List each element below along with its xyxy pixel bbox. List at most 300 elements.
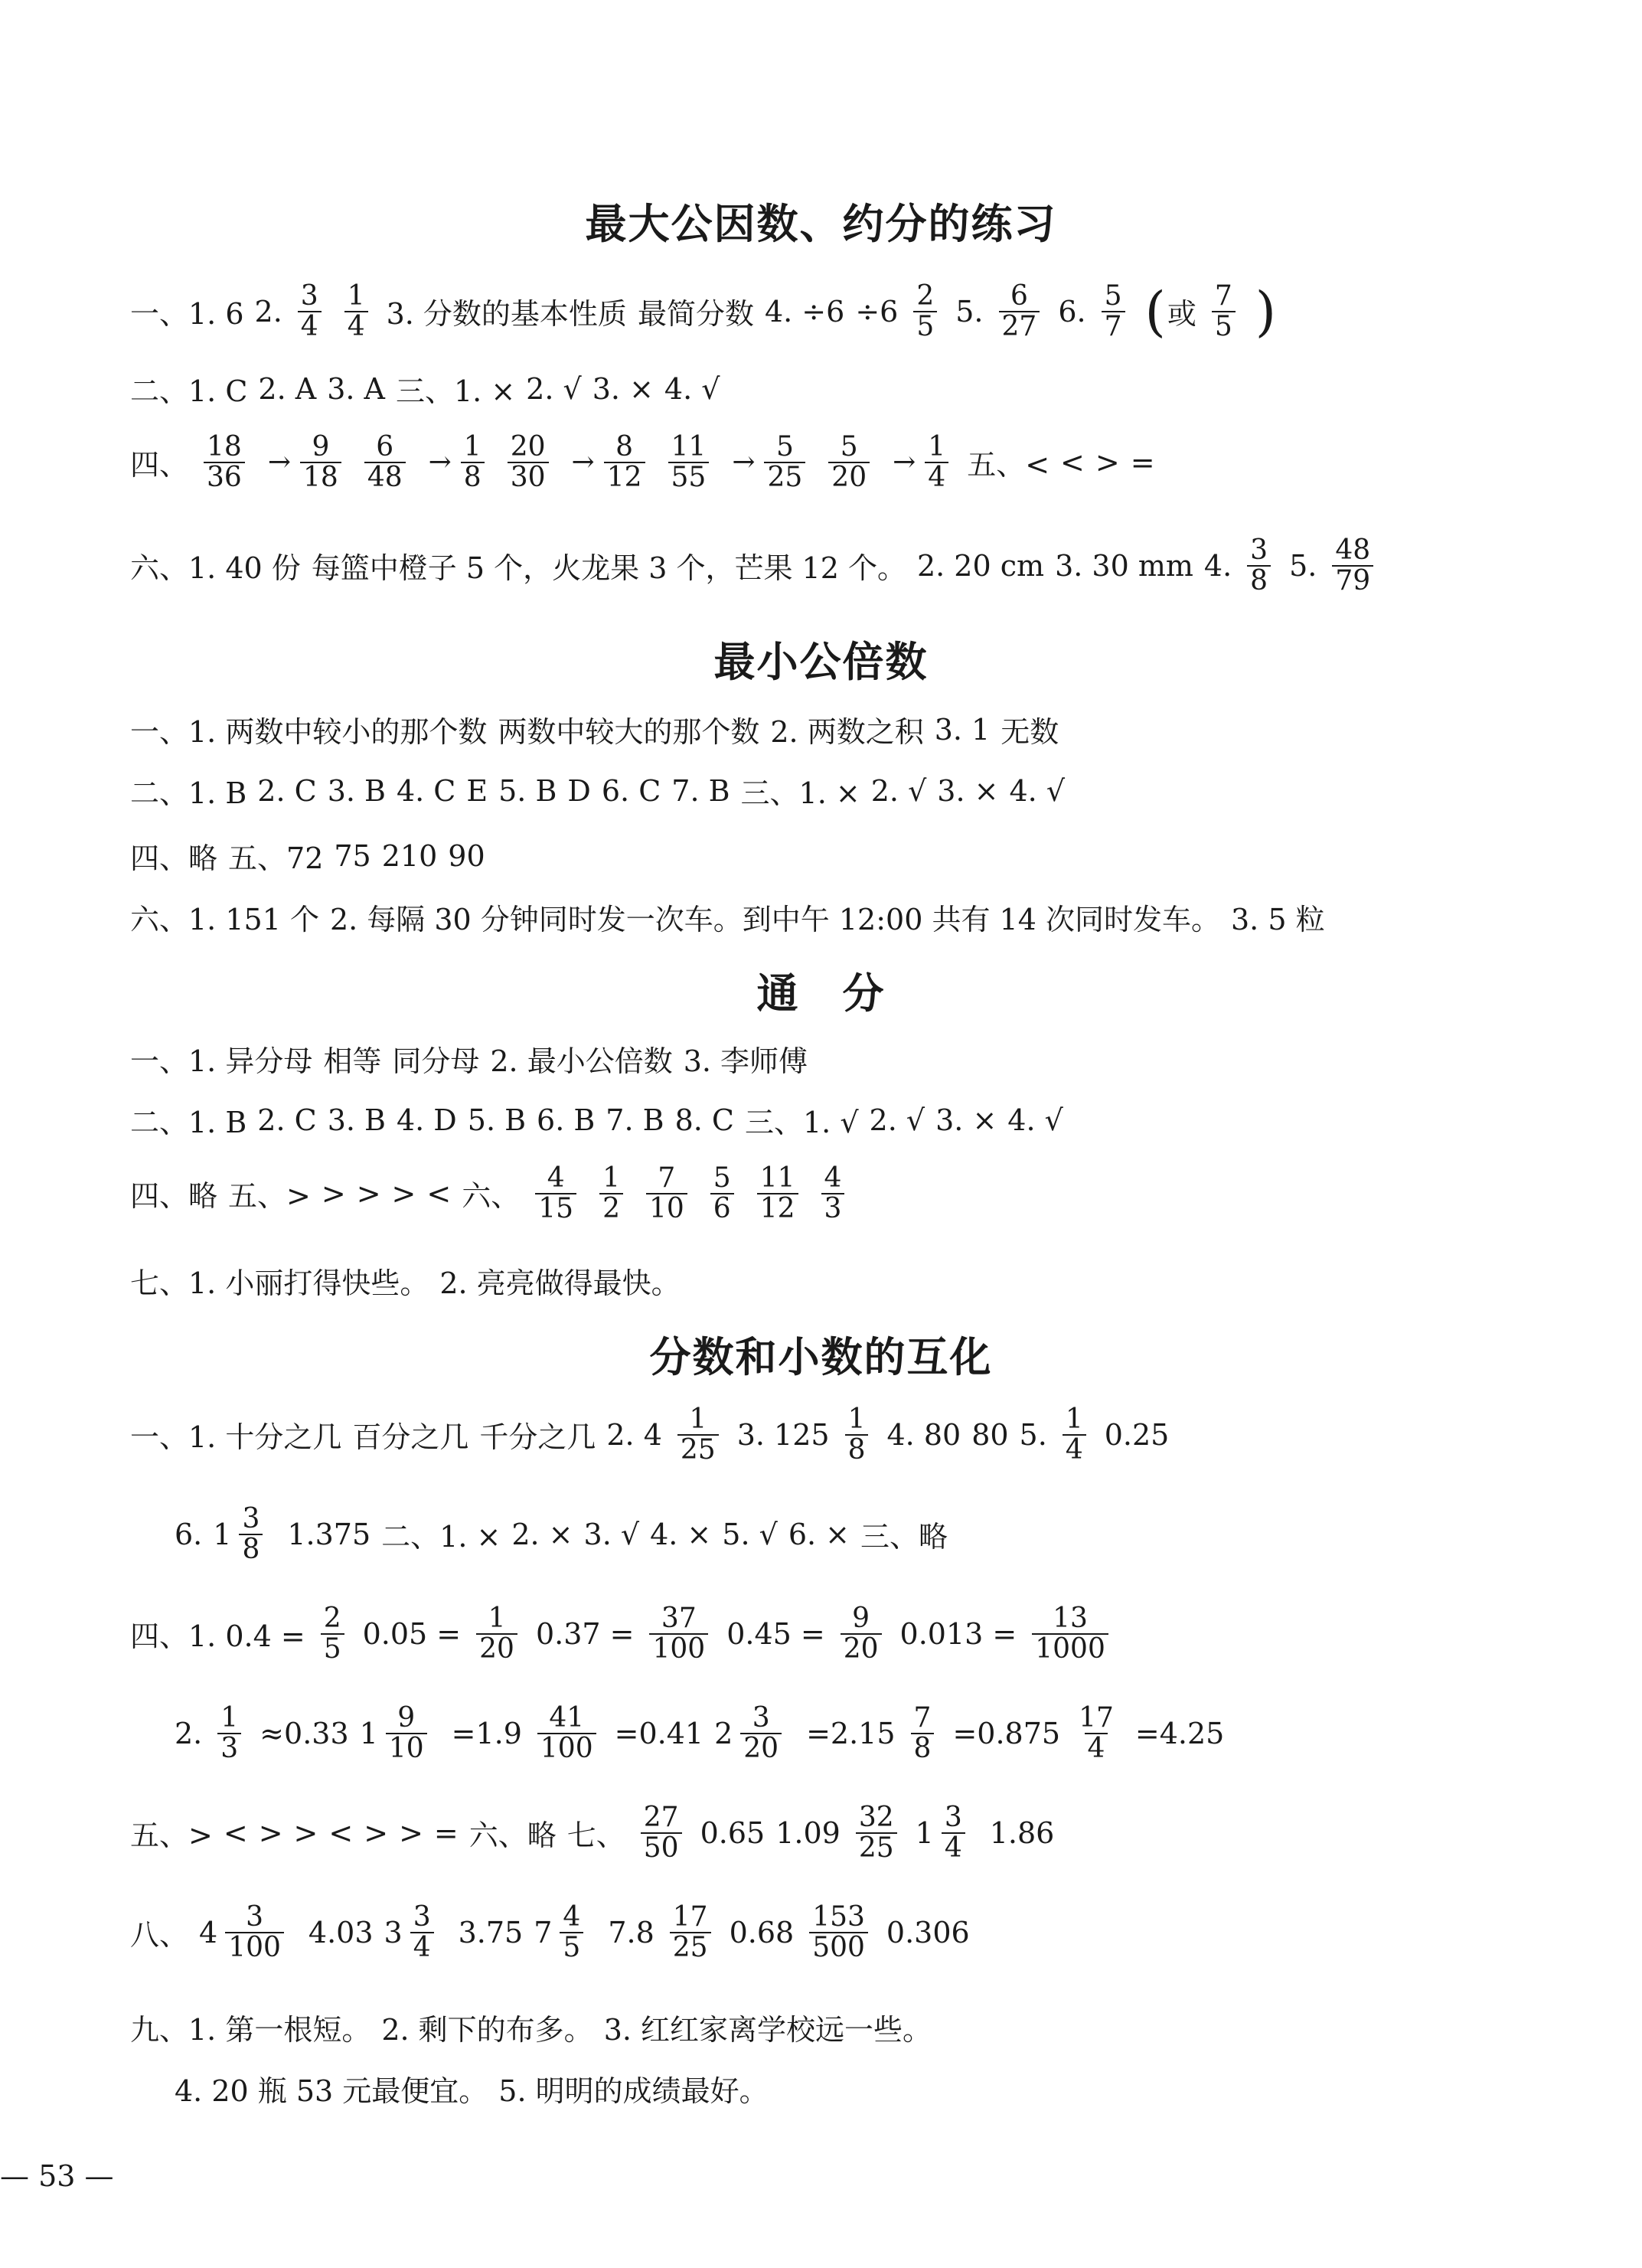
fraction-answer [920,433,953,492]
fraction [386,1704,427,1763]
answer-text: 二、1. × [381,1520,501,1554]
numerator: 27 [643,1802,679,1833]
answer-text: 或 [1167,297,1196,332]
fraction-answer [1097,282,1130,342]
parenthesis: ) [1255,279,1277,343]
denominator: 48 [364,462,406,492]
fraction-answer [759,433,810,492]
denominator: 4 [1085,1733,1108,1763]
denominator: 4 [344,311,368,342]
denominator: 100 [649,1633,708,1664]
numerator: 48 [1335,534,1371,566]
denominator: 1000 [1032,1633,1108,1664]
answer-text: 2. 4 [606,1417,662,1452]
answer-line [130,433,1166,492]
answer-text: 六、1. 151 个 [130,903,319,936]
fraction-answer [664,433,714,492]
answer-text: 5. 明明的成绩最好。 [498,2074,769,2108]
fraction-answer [213,1704,246,1763]
numerator: 18 [207,431,242,462]
numerator: 3 [1250,534,1268,566]
answer-text: 五、> [228,1179,311,1214]
fraction [225,1903,284,1962]
answer-text: 七、1. 小丽打得快些。 [130,1266,429,1300]
answer-text: 0.306 [886,1915,970,1949]
fraction [476,1604,517,1664]
answer-text: 2. [254,294,282,328]
answer-text: 6. C [601,773,661,808]
answer-text: > [293,1815,318,1850]
answer-text: 6. B [537,1103,596,1137]
numerator: 41 [549,1702,585,1734]
answer-text: 同分母 [392,1044,480,1078]
fraction-answer [595,1164,628,1224]
whole-part: 7 [534,1915,553,1949]
answer-line [130,1903,981,1962]
whole-part: 4 [199,1915,218,1949]
fraction-answer [706,1164,739,1224]
answer-text: 六、1. 40 份 [130,551,301,586]
denominator: 8 [845,1434,869,1465]
answer-text: 3. 红红家离学校远一些。 [603,2013,932,2047]
fraction-answer [199,433,250,492]
denominator: 20 [841,1633,882,1664]
fraction-answer [1027,1604,1113,1664]
answer-text: > [391,1176,416,1211]
fraction-answer [1327,536,1378,596]
fraction [599,1164,623,1224]
denominator: 5 [913,311,937,342]
page-number: — 53 — [0,2159,114,2193]
denominator: 8 [239,1534,263,1564]
numerator: 1 [847,1404,866,1435]
fraction [364,433,406,492]
fraction-answer [841,1405,873,1465]
answer-text: 2. 亮亮做得最快。 [439,1266,681,1300]
answer-text: 四、 [130,448,189,482]
numerator: 7 [658,1162,676,1194]
denominator: 10 [386,1733,427,1763]
answer-text: 2. 两数之积 [770,715,924,749]
answer-text: > [258,1815,283,1850]
numerator: 9 [312,431,330,462]
fraction-answer [599,433,650,492]
fraction [999,282,1040,342]
answer-text: 3. 分数的基本性质 [386,297,627,332]
fraction [1076,1704,1117,1763]
answer-text: 相等 [323,1044,382,1078]
fraction [321,1604,344,1664]
fraction [298,282,322,342]
numerator: 4 [563,1901,581,1933]
answer-text: 4. [1203,548,1232,583]
answer-text: 4.03 [308,1915,374,1949]
answer-text: 三、1. × [740,776,860,810]
answer-text: 2. 最小公倍数 [490,1044,673,1078]
whole-part: 3 [384,1915,403,1949]
fraction [535,1164,576,1224]
answer-line [130,835,496,877]
answer-text: 6. × [788,1517,850,1551]
answer-text: 75 [334,838,371,873]
answer-text: 三、略 [860,1520,948,1554]
fraction-answer [360,433,410,492]
answer-text: 3. 5 粒 [1230,903,1325,936]
answer-text: 一、1. 6 [130,297,244,332]
answer-text: 最简分数 [637,297,754,332]
answer-text: 0.45 = [726,1616,825,1651]
answer-text: 三、1. × [395,374,516,408]
fraction [239,1505,263,1564]
answer-text: 二、1. B [130,1106,247,1139]
denominator: 27 [999,311,1040,342]
answer-text: 5. [955,294,984,328]
fraction [300,433,341,492]
answer-text: 4. 80 [886,1417,961,1452]
denominator: 100 [537,1733,596,1763]
numerator: 3 [300,280,318,312]
numerator: 5 [713,1162,731,1194]
arrow-symbol: → [428,446,452,479]
fraction-answer [295,433,346,492]
fraction-answer [1242,536,1275,596]
denominator: 4 [410,1932,434,1962]
answer-text: 6. [175,1517,203,1551]
fraction-answer [645,1604,713,1664]
numerator: 1 [1065,1404,1083,1435]
answer-text: =1.9 [451,1716,522,1750]
fraction-answer [1207,282,1240,342]
answer-text: 4. D [396,1103,457,1137]
numerator: 6 [1010,280,1028,312]
answer-text: ÷6 [855,294,899,328]
numerator: 2 [916,280,935,312]
denominator: 100 [225,1932,284,1962]
answer-text: 五、> [130,1819,213,1853]
answer-text: 3. 125 [736,1417,830,1452]
whole-part: 1 [213,1517,232,1551]
answer-line [130,1405,1180,1465]
numerator: 5 [775,431,794,462]
fraction [821,1164,845,1224]
answer-line [175,1704,1235,1763]
answer-text: 0.05 = [362,1616,462,1651]
numerator: 8 [615,431,634,462]
fraction [461,433,485,492]
answer-text: 一、1. 十分之几 [130,1420,342,1455]
numerator: 17 [672,1901,708,1933]
answer-text: 3. 1 [934,712,991,747]
answer-text: 二、1. C [130,374,248,408]
denominator: 36 [204,462,245,492]
denominator: 5 [321,1633,344,1664]
denominator: 10 [646,1193,687,1224]
numerator: 5 [840,431,858,462]
answer-text: 3. × [937,773,999,808]
mixed-number [213,1505,267,1564]
numerator: 11 [759,1162,795,1194]
answer-text: 1.86 [989,1815,1055,1850]
answer-text: 2. √ [869,1103,925,1137]
fraction [740,1704,782,1763]
answer-line [130,1260,691,1302]
fraction [217,1704,241,1763]
denominator: 5 [1212,311,1236,342]
answer-text: 二、1. B [130,776,247,810]
fraction-answer [665,1903,716,1962]
denominator: 55 [668,462,710,492]
numerator: 3 [944,1802,962,1833]
answer-text: 4. × [650,1517,712,1551]
denominator: 500 [809,1932,868,1962]
answer-text: 3.75 [458,1915,524,1949]
answer-text: =0.41 [614,1716,704,1750]
answer-line [130,770,1076,812]
fraction-answer [851,1803,902,1863]
answer-line [130,708,1069,750]
answer-text: 4. √ [664,371,720,406]
answer-text: 4. √ [1009,773,1066,808]
answer-line [130,279,1278,343]
fraction-answer [1058,1405,1091,1465]
fraction [942,1803,965,1863]
numerator: 4 [547,1162,565,1194]
denominator: 25 [670,1932,711,1962]
fraction [668,433,710,492]
answer-text: E [466,773,488,808]
fraction-answer [530,1164,581,1224]
answer-text: 2. 每隔 30 分钟同时发一次车。到中午 12:00 共有 14 次同时发车。 [329,903,1220,936]
fraction [204,433,245,492]
fraction-answer [533,1704,601,1763]
section-title-common-denominator: 通 分 [756,969,886,1018]
fraction [677,1405,719,1465]
fraction [1063,1405,1086,1465]
fraction [1332,536,1373,596]
answer-text: 3. A [327,371,385,406]
denominator: 20 [740,1733,782,1763]
mixed-number [360,1704,432,1763]
answer-line [175,1505,958,1564]
fraction [913,282,937,342]
answer-text: 5. B [467,1103,527,1137]
fraction-answer [456,433,489,492]
fraction [344,282,368,342]
answer-text: 四、略 [130,1179,218,1214]
whole-part: 1 [915,1815,934,1850]
fraction [845,1405,869,1465]
fraction [925,433,948,492]
numerator: 1 [463,431,482,462]
answer-text: = [433,1815,459,1850]
answer-text: = [1130,445,1155,479]
answer-text: 2. [175,1716,203,1750]
mixed-number [916,1803,970,1863]
answer-text: 1.09 [775,1815,841,1850]
fraction-answer [340,282,373,342]
numerator: 5 [1104,280,1122,312]
answer-text: < [328,1815,354,1850]
denominator: 7 [1102,311,1125,342]
answer-line [130,896,1336,938]
fraction-answer [316,1604,349,1664]
fraction [649,1604,708,1664]
answer-text: 0.013 = [899,1616,1017,1651]
answer-text: 0.25 [1104,1417,1170,1452]
answer-text: =4.25 [1134,1716,1225,1750]
answer-text: 每篮中橙子 5 个，火龙果 3 个，芒果 12 个。 [311,551,906,586]
answer-text: 2. C [257,773,317,808]
answer-text: 7. B [606,1103,664,1137]
numerator: 7 [913,1702,932,1734]
fraction [828,433,870,492]
denominator: 4 [942,1832,965,1863]
answer-line [130,1038,818,1080]
fraction-answer [1071,1704,1121,1763]
fraction [764,433,805,492]
answer-text: 两数中较大的那个数 [498,715,760,749]
denominator: 4 [925,462,948,492]
fraction [560,1903,583,1962]
arrow-symbol: → [893,446,916,479]
answer-text: 1.375 [287,1517,371,1551]
numerator: 4 [824,1162,842,1194]
answer-text: 7. B [671,773,730,808]
parenthesis: ( [1144,279,1166,343]
fraction [757,1164,798,1224]
answer-text: 2. × [511,1517,573,1551]
answer-text: 0.68 [729,1915,795,1949]
fraction [508,433,549,492]
answer-text: 四、1. 0.4 = [130,1619,305,1654]
answer-text: 5. [1019,1417,1047,1452]
fraction [809,1903,868,1962]
answer-text: 4. ÷6 [764,294,845,328]
answer-text: 五、72 [228,842,324,875]
denominator: 25 [764,462,805,492]
mixed-number [714,1704,786,1763]
answer-line [130,1164,863,1224]
answer-text: 5. √ [722,1517,778,1551]
numerator: 7 [1214,280,1232,312]
fraction-answer [824,433,874,492]
denominator: 6 [710,1193,734,1224]
numerator: 17 [1079,1702,1114,1734]
answer-text: 六、 [462,1179,521,1214]
answer-text: < [426,1176,452,1211]
numerator: 2 [323,1603,341,1634]
fraction [410,1903,434,1962]
fraction-answer [906,1704,939,1763]
answer-text: < [1060,445,1085,479]
mixed-number [534,1903,588,1962]
answer-text: > [1095,445,1120,479]
answer-text: 六、略 [468,1819,557,1853]
denominator: 8 [911,1733,935,1763]
section-title-lcm: 最小公倍数 [713,638,929,686]
fraction-answer [805,1903,873,1962]
answer-line [130,2006,942,2048]
fraction [1212,282,1236,342]
fraction [537,1704,596,1763]
answer-text: > [356,1176,381,1211]
fraction [911,1704,935,1763]
answer-text: 3. B [327,773,386,808]
denominator: 25 [677,1434,719,1465]
denominator: 3 [217,1733,241,1763]
whole-part: 1 [359,1716,378,1750]
answer-text: =2.15 [806,1716,896,1750]
answer-text: > [321,1176,346,1211]
denominator: 15 [535,1193,576,1224]
answer-text: 5. B [498,773,557,808]
numerator: 1 [689,1404,707,1435]
answer-text: 无数 [1001,715,1059,749]
fraction [1032,1604,1108,1664]
fraction [604,433,645,492]
fraction-answer [909,282,942,342]
answer-line [130,1604,1127,1664]
fraction-answer [472,1604,522,1664]
fraction-answer [641,1164,692,1224]
answer-text: 2. √ [870,773,927,808]
numerator: 6 [376,431,394,462]
fraction [710,1164,734,1224]
answer-text: 2. A [258,371,317,406]
fraction-answer [752,1164,803,1224]
denominator: 20 [476,1633,517,1664]
answer-text: ≈0.33 [260,1716,349,1750]
answer-text: 一、1. 异分母 [130,1044,313,1078]
denominator: 25 [856,1832,897,1863]
fraction-answer [503,433,553,492]
fraction-answer [836,1604,886,1664]
numerator: 3 [242,1503,260,1534]
answer-text: > [399,1815,423,1850]
answer-text: 2. C [257,1103,317,1137]
answer-text: 6. [1058,294,1086,328]
numerator: 9 [397,1702,416,1734]
answer-text: 3. B [327,1103,386,1137]
numerator: 3 [246,1901,264,1933]
answer-text: 80 [971,1417,1009,1452]
answer-text: 七、 [566,1819,625,1853]
fraction [641,1803,682,1863]
fraction [1247,536,1271,596]
answer-text: 2. √ [526,371,582,406]
numerator: 11 [671,431,707,462]
numerator: 1 [220,1702,239,1734]
numerator: 37 [661,1603,697,1634]
denominator: 50 [641,1832,682,1863]
numerator: 20 [510,431,546,462]
answer-text: 4. √ [1007,1103,1063,1137]
answer-line [130,368,730,410]
answer-text: 0.65 [700,1815,766,1850]
fraction [670,1903,711,1962]
fraction [646,1164,687,1224]
section-title-fraction-decimal: 分数和小数的互化 [649,1333,993,1381]
whole-part: 2 [714,1716,733,1750]
fraction-answer [673,1405,723,1465]
numerator: 1 [488,1603,506,1634]
mixed-number [199,1903,289,1962]
answer-text: 八、 [130,1918,189,1953]
answer-text: 5. [1289,548,1317,583]
mixed-number [384,1903,439,1962]
denominator: 2 [599,1193,623,1224]
denominator: 12 [757,1193,798,1224]
